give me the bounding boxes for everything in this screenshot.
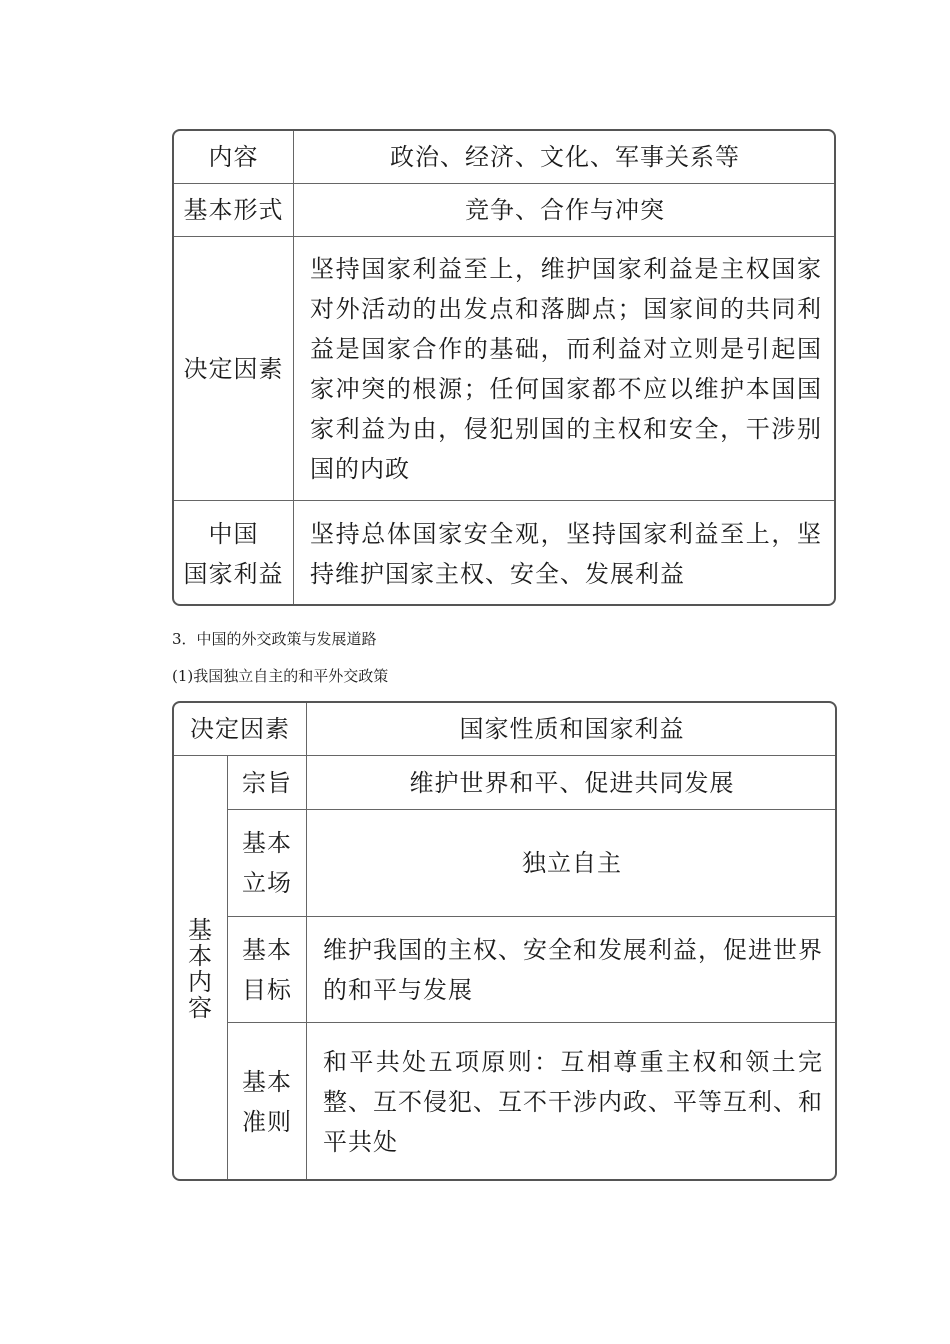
group-label-char: 本 xyxy=(188,941,213,970)
row-label-basic-form: 基本形式 xyxy=(183,196,284,224)
row-value-basic-goal: 维护我国的主权、安全和发展利益，促进世界的和平与发展 xyxy=(323,935,823,1004)
row-value-basic-principle: 和平共处五项原则：互相尊重主权和领土完整、互不侵犯、互不干涉内政、平等互利、和平共处 xyxy=(323,1048,823,1156)
table-foreign-relations xyxy=(172,129,836,606)
group-label-char: 内 xyxy=(188,967,213,996)
row-value-basic-form: 竞争、合作与冲突 xyxy=(465,196,665,224)
group-label-char: 容 xyxy=(188,993,213,1022)
section-heading: 3．中国的外交政策与发展道路 xyxy=(172,630,377,648)
row-label-basic-principle xyxy=(228,1023,306,1181)
label-line: 中国 xyxy=(208,519,259,548)
row-value-content: 政治、经济、文化、军事关系等 xyxy=(390,143,740,171)
header-value-determining-factor: 国家性质和国家利益 xyxy=(459,715,685,743)
row-label-china-national-interest xyxy=(174,501,293,606)
row-value-china-national-interest: 坚持总体国家安全观，坚持国家利益至上，坚持维护国家主权、安全、发展利益 xyxy=(310,519,822,588)
label-line: 国家利益 xyxy=(183,559,284,588)
group-label-basic-content xyxy=(174,756,227,1181)
table-foreign-policy xyxy=(172,701,837,1181)
label-line: 准则 xyxy=(242,1108,292,1136)
row-value-purpose: 维护世界和平、促进共同发展 xyxy=(409,768,735,797)
row-value-basic-stance: 独立自主 xyxy=(522,849,622,877)
header-label-determining-factor: 决定因素 xyxy=(190,715,290,743)
row-label-content: 内容 xyxy=(208,143,259,171)
row-label-purpose: 宗旨 xyxy=(242,768,292,797)
label-line: 基本 xyxy=(242,1068,292,1096)
label-line: 目标 xyxy=(242,975,292,1004)
group-label-char: 基 xyxy=(188,915,213,944)
row-label-determining-factor: 决定因素 xyxy=(183,354,284,383)
row-label-basic-stance xyxy=(228,810,306,916)
label-line: 立场 xyxy=(242,869,292,897)
section-subheading: (1)我国独立自主的和平外交政策 xyxy=(172,667,389,685)
row-label-basic-goal xyxy=(228,917,306,1022)
label-line: 基本 xyxy=(242,829,292,857)
row-value-determining-factor: 坚持国家利益至上，维护国家利益是主权国家对外活动的出发点和落脚点；国家间的共同利益是国家合作的基础，而利益对立则是引起国家冲突的根源；任何国家都不应以维护本国国家利益为由，侵犯别国的主权和安全，干涉别国的内政 xyxy=(310,254,822,483)
label-line: 基本 xyxy=(242,935,292,964)
